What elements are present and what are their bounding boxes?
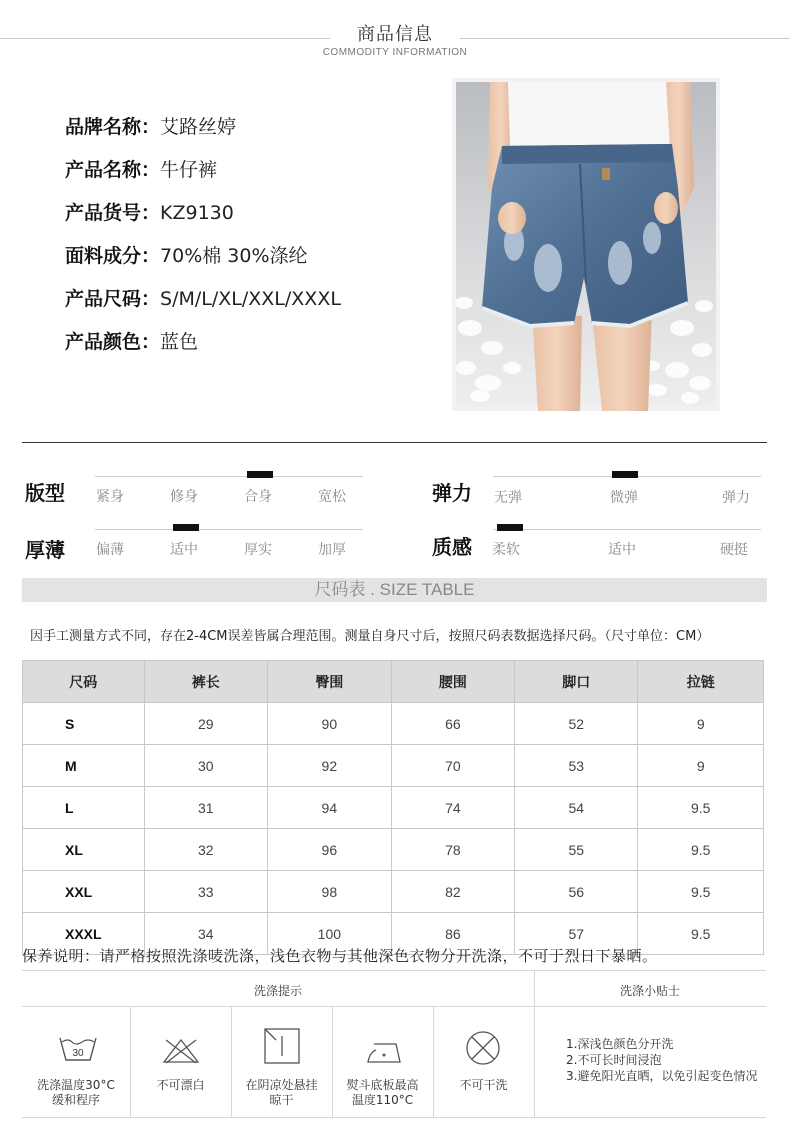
scale-marker-fit (247, 471, 273, 478)
info-row-color: 产品颜色：蓝色 (65, 331, 199, 353)
info-row-brand: 品牌名称：艾路丝婷 (65, 116, 237, 138)
scale-option: 硬挺 (720, 542, 748, 558)
table-cell: 52 (515, 703, 638, 745)
table-cell: 55 (515, 829, 638, 871)
table-cell: 9 (638, 703, 764, 745)
info-row-sku: 产品货号：KZ9130 (65, 202, 234, 224)
line-dry-shade-icon (264, 1028, 300, 1068)
table-cell: 70 (391, 745, 514, 787)
info-row-sizes: 产品尺码：S/M/L/XL/XXL/XXXL (65, 288, 341, 310)
table-cell: 32 (144, 829, 267, 871)
scale-option: 加厚 (318, 542, 346, 558)
table-cell: L (23, 787, 145, 829)
scale-option: 厚实 (244, 542, 272, 558)
wash-text: 不可漂白 (156, 1078, 205, 1092)
column-header: 裤长 (144, 661, 267, 703)
table-cell: 56 (515, 871, 638, 913)
table-row (23, 703, 764, 745)
attr-label-thickness: 厚薄 (25, 538, 65, 562)
no-bleach-icon (162, 1038, 200, 1068)
scale-option: 合身 (244, 489, 272, 505)
table-header-row (23, 661, 764, 703)
table-cell: 74 (391, 787, 514, 829)
column-header: 脚口 (515, 661, 638, 703)
table-cell: 82 (391, 871, 514, 913)
table-cell: 54 (515, 787, 638, 829)
scale-option: 紧身 (96, 489, 124, 505)
column-header: 臀围 (268, 661, 392, 703)
no-dry-clean-icon (465, 1030, 501, 1070)
svg-text:30: 30 (72, 1048, 84, 1059)
table-row (23, 871, 764, 913)
scale-option: 微弹 (610, 490, 638, 506)
scale-option: 适中 (608, 542, 636, 558)
scale-option: 宽松 (318, 489, 346, 505)
table-cell: 98 (268, 871, 392, 913)
scale-line-texture (493, 529, 761, 530)
table-cell: 9.5 (638, 871, 764, 913)
table-cell: XL (23, 829, 145, 871)
table-cell: 9.5 (638, 829, 764, 871)
wash-text: 洗涤温度30°C 缓和程序 (37, 1078, 115, 1107)
attr-label-fit: 版型 (25, 481, 65, 505)
scale-line-fit (95, 476, 363, 477)
product-photo (452, 78, 720, 411)
table-cell: 57 (515, 913, 638, 955)
scale-option: 弹力 (722, 490, 750, 506)
iron-110-icon (366, 1040, 402, 1068)
table-cell: 9.5 (638, 787, 764, 829)
table-cell: 53 (515, 745, 638, 787)
wash-30-icon (58, 1034, 98, 1068)
table-cell: 9.5 (638, 913, 764, 955)
scale-line-thickness (95, 529, 363, 530)
scale-option: 柔软 (492, 542, 520, 558)
care-instructions: 保养说明：请严格按照洗涤唛洗涤，浅色衣物与其他深色衣物分开洗涤，不可于烈日下暴晒。 (22, 947, 658, 965)
wash-tip: 3.避免阳光直晒，以免引起变色情况 (566, 1069, 758, 1083)
scale-option: 修身 (170, 489, 198, 505)
table-cell: M (23, 745, 145, 787)
table-cell: XXXL (23, 913, 145, 955)
wash-text: 熨斗底板最高 温度110°C (346, 1078, 419, 1107)
attr-label-elasticity: 弹力 (432, 481, 472, 505)
wash-text: 不可干洗 (459, 1078, 508, 1092)
table-cell: 30 (144, 745, 267, 787)
table-cell: 100 (268, 913, 392, 955)
measure-note: 因手工测量方式不同，存在2-4CM误差皆属合理范围。测量自身尺寸后，按照尺码表数据选择尺码。（尺寸单位：CM） (30, 629, 710, 644)
wash-tip: 2.不可长时间浸泡 (566, 1053, 662, 1067)
table-cell: 78 (391, 829, 514, 871)
table-cell: 29 (144, 703, 267, 745)
wash-text: 在阴凉处悬挂 晾干 (245, 1078, 318, 1107)
wash-head-left: 洗涤提示 (253, 984, 302, 998)
info-row-fabric: 面料成分：70%棉 30%涤纶 (65, 245, 308, 267)
attr-label-texture: 质感 (432, 535, 472, 559)
table-cell: 90 (268, 703, 392, 745)
table-cell: XXL (23, 871, 145, 913)
column-header: 尺码 (23, 661, 145, 703)
scale-marker-texture (497, 524, 523, 531)
divider (22, 442, 767, 443)
scale-option: 适中 (170, 542, 198, 558)
table-row (23, 829, 764, 871)
table-row (23, 745, 764, 787)
table-cell: 86 (391, 913, 514, 955)
size-table-band: 尺码表 . SIZE TABLE (22, 578, 767, 602)
table-cell: 31 (144, 787, 267, 829)
scale-option: 无弹 (494, 490, 522, 506)
table-cell: 96 (268, 829, 392, 871)
wash-tips (566, 1036, 757, 1084)
column-header: 拉链 (638, 661, 764, 703)
table-row (23, 787, 764, 829)
table-cell: 33 (144, 871, 267, 913)
section-title: 商品信息 (357, 24, 433, 45)
info-row-name: 产品名称：牛仔裤 (65, 159, 218, 181)
table-cell: 9 (638, 745, 764, 787)
wash-tip: 1.深浅色颜色分开洗 (566, 1037, 674, 1051)
wash-head-right: 洗涤小贴士 (619, 984, 680, 998)
table-cell: 66 (391, 703, 514, 745)
section-subtitle: COMMODITY INFORMATION (322, 47, 468, 58)
scale-option: 偏薄 (96, 542, 124, 558)
size-table (22, 660, 764, 955)
table-cell: 92 (268, 745, 392, 787)
column-header: 腰围 (391, 661, 514, 703)
table-cell: 94 (268, 787, 392, 829)
table-cell: 34 (144, 913, 267, 955)
scale-marker-thickness (173, 524, 199, 531)
table-cell: S (23, 703, 145, 745)
scale-marker-elasticity (612, 471, 638, 478)
